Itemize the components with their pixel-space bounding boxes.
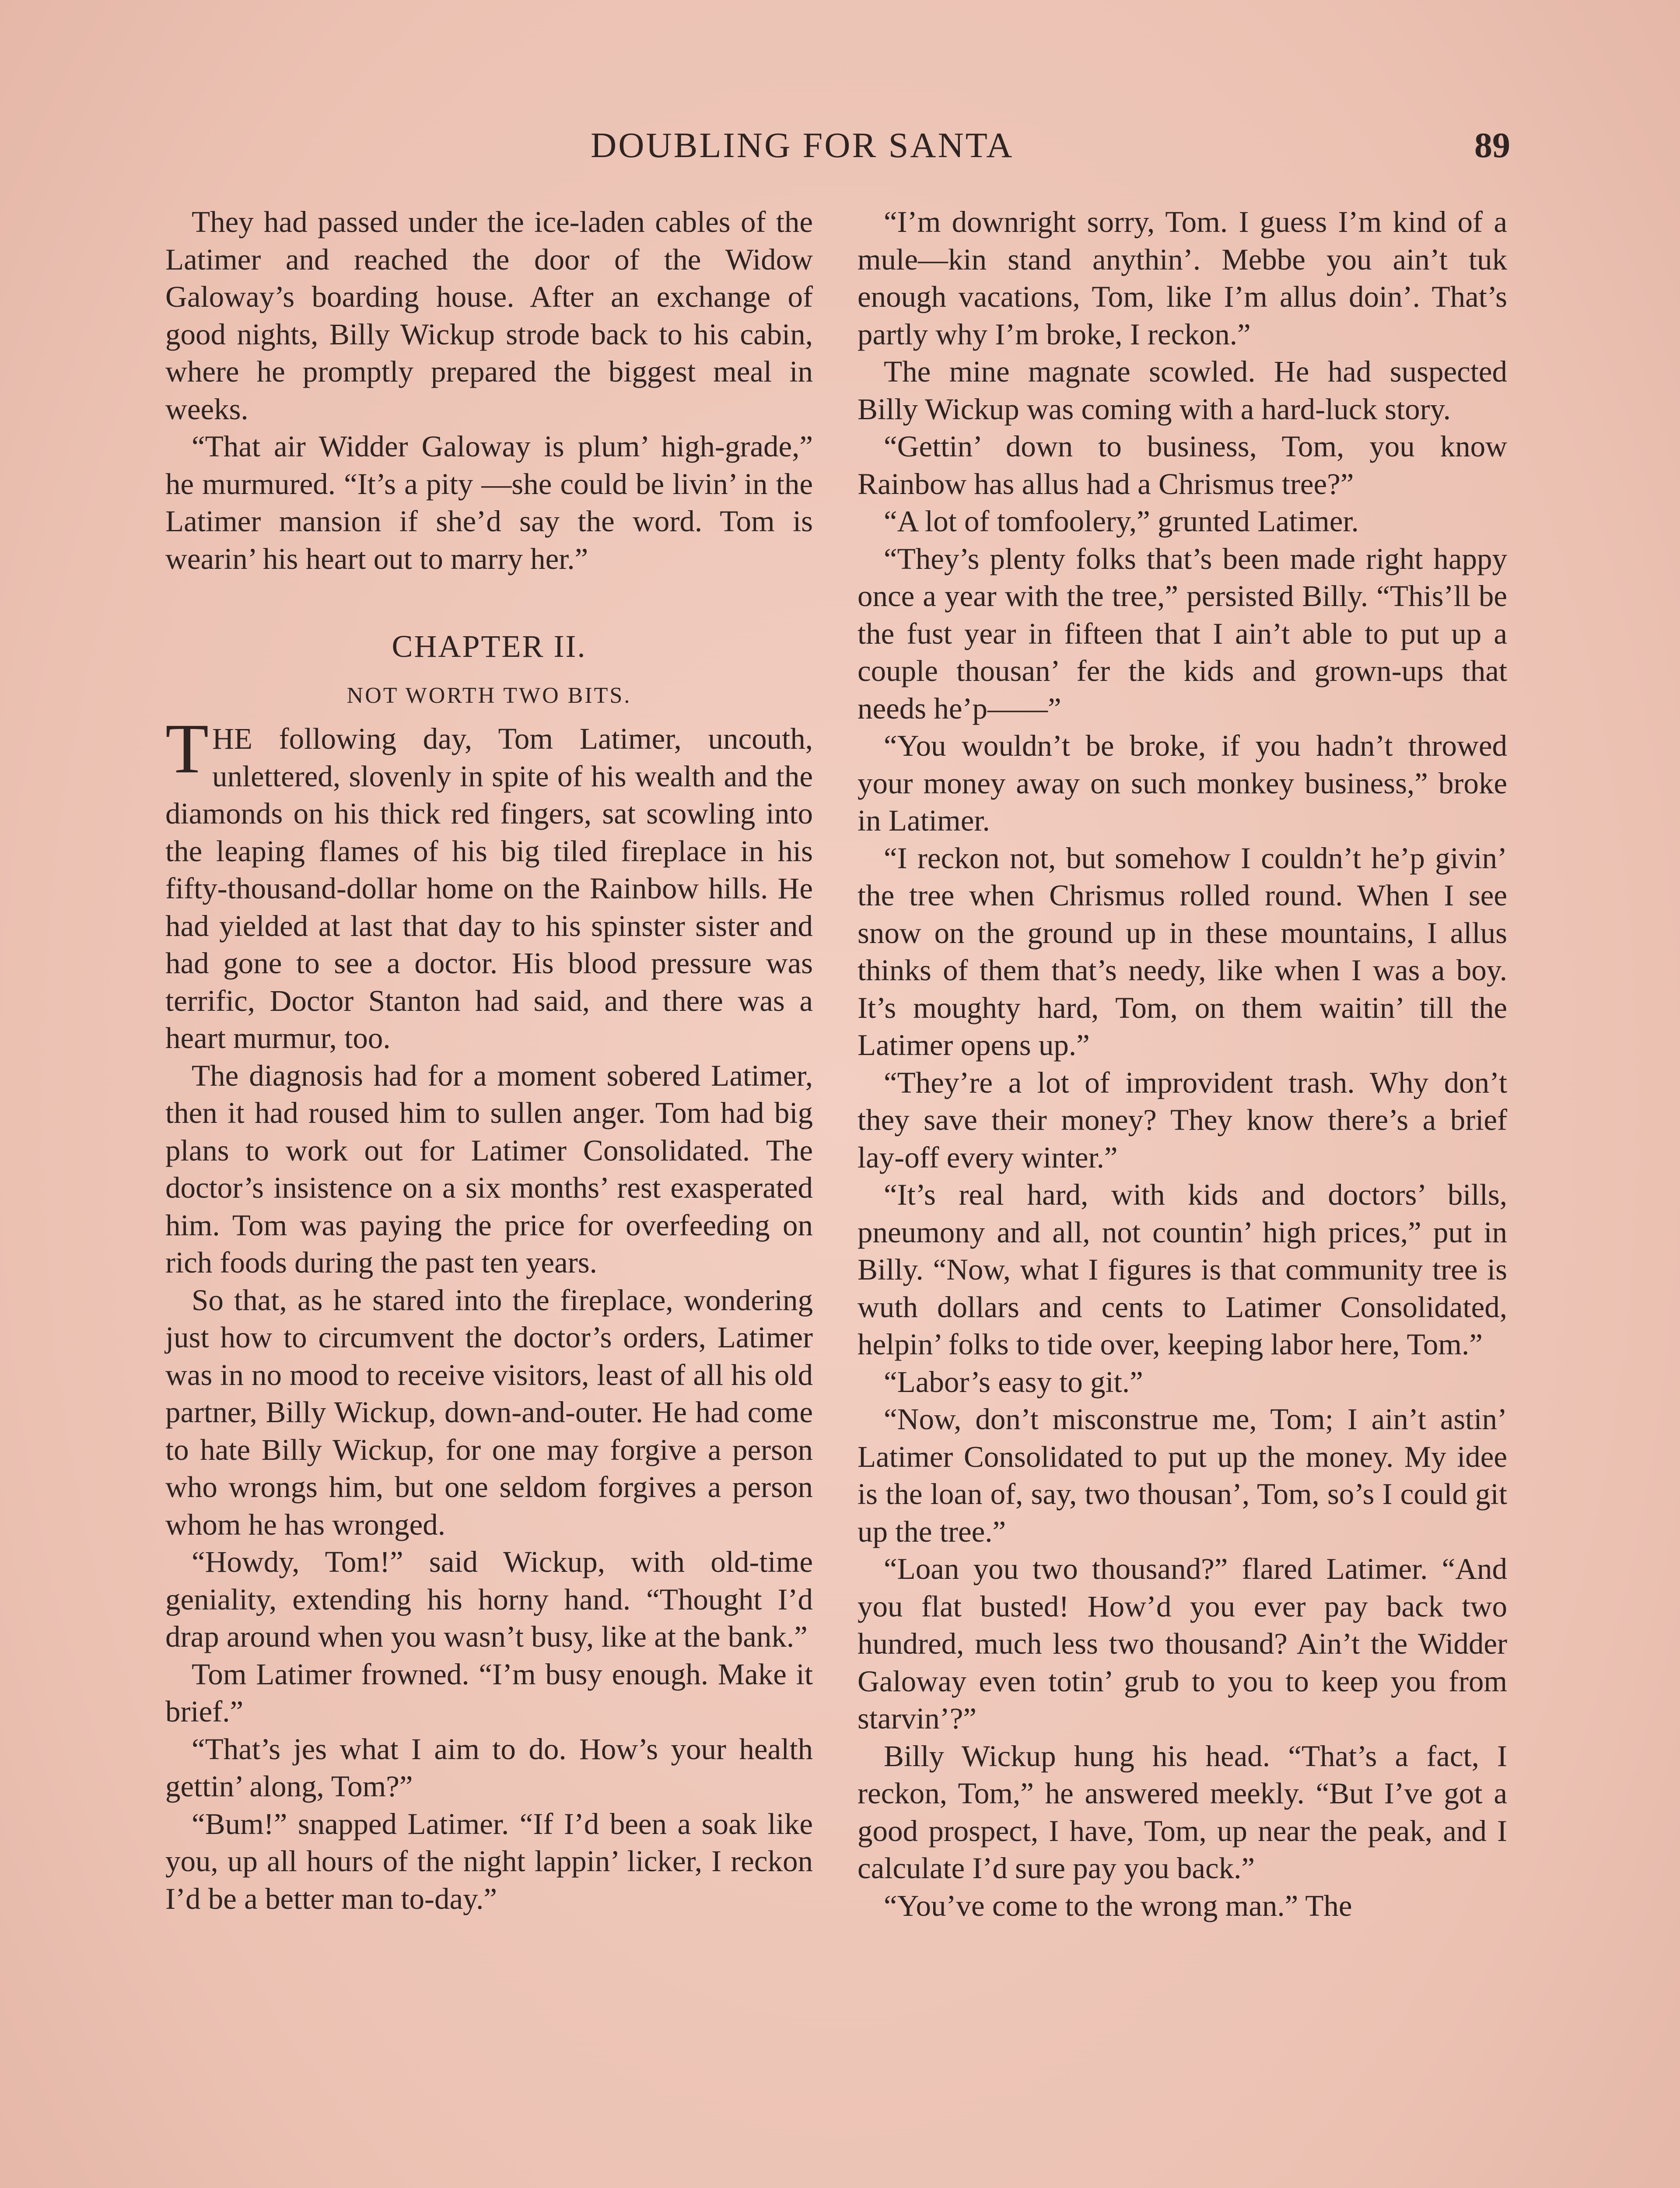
paragraph: “Labor’s easy to git.”	[884, 1365, 1143, 1399]
chapter-heading: CHAPTER II.	[392, 629, 587, 664]
paragraph: “They’s plenty folks that’s been made right happy once a year with the tree,” persisted Billy. “This’ll be the fust year in fifteen that I ain’t able to put up a couple thousan’ fer the kids and grown-ups that needs he’p——”	[858, 542, 1507, 725]
paragraph: Tom Latimer frowned. “I’m busy enough. Make it brief.”	[165, 1657, 813, 1728]
left-column	[165, 203, 813, 1918]
paragraph: “Gettin’ down to business, Tom, you know Rainbow has allus had a Chrismus tree?”	[858, 430, 1507, 501]
page-header	[0, 125, 1680, 173]
paragraph: The diagnosis had for a moment sobered Latimer, then it had roused him to sullen anger. Tom had big plans to work out for Latimer Consolidated. The doctor’s insistence on a six months’ rest exasperated him. Tom was paying the price for overfeeding on rich foods during the past ten years.	[165, 1059, 813, 1279]
chapter-subtitle: NOT WORTH TWO BITS.	[346, 683, 632, 708]
paragraph: “Bum!” snapped Latimer. “If I’d been a soak like you, up all hours of the night lappin’ licker, I reckon I’d be a better man to-day.”	[165, 1807, 813, 1915]
paragraph: “That’s jes what I aim to do. How’s your health gettin’ along, Tom?”	[165, 1732, 813, 1803]
running-title: DOUBLING FOR SANTA	[591, 125, 1014, 165]
page-number: 89	[1474, 125, 1510, 165]
paragraph: “I’m downright sorry, Tom. I guess I’m kind of a mule—kin stand anythin’. Mebbe you ain’t tuk enough vacations, Tom, like I’m allus doin’. That’s partly why I’m broke, I reckon.”	[858, 205, 1507, 351]
paragraph: “Loan you two thousand?” flared Latimer. “And you flat busted! How’d you ever pay back two hundred, much less two thousand? Ain’t the Widder Galoway even totin’ grub to you to keep you from starvin’?”	[858, 1552, 1507, 1735]
paragraph: Billy Wickup hung his head. “That’s a fact, I reckon, Tom,” he answered meekly. “But I’ve got a good prospect, I have, Tom, up near the peak, and I calculate I’d sure pay you back.”	[858, 1739, 1507, 1885]
paragraph: “You’ve come to the wrong man.” The	[884, 1889, 1352, 1922]
paragraph: “They’re a lot of improvident trash. Why don’t they save their money? They know there’s a brief lay-off every winter.”	[858, 1066, 1507, 1174]
paragraph: So that, as he stared into the fireplace, wondering just how to circumvent the doctor’s orders, Latimer was in no mood to receive visitors, least of all his old partner, Billy Wickup, down-and-outer. He had come to hate Billy Wickup, for one may forgive a person who wrongs him, but one seldom forgives a person whom he has wronged.	[165, 1283, 813, 1541]
chapter-opening-paragraph	[165, 710, 813, 1057]
paragraph: “I reckon not, but somehow I couldn’t he’p givin’ the tree when Chrismus rolled round. When I see snow on the ground up in these mountains, I allus thinks of them that’s needy, like when I was a boy. It’s moughty hard, Tom, on them waitin’ till the Latimer opens up.”	[858, 841, 1507, 1062]
paragraph: “That air Widder Galoway is plum’ high-grade,” he murmured. “It’s a pity —she could be livin’ in the Latimer mansion if she’d say the word. Tom is wearin’ his heart out to marry her.”	[165, 430, 813, 575]
paragraph: “Now, don’t misconstrue me, Tom; I ain’t astin’ Latimer Consolidated to put up the money. My idee is the loan of, say, two thousan’, Tom, so’s I could git up the tree.”	[858, 1403, 1507, 1548]
paragraph: “It’s real hard, with kids and doctors’ bills, pneumony and all, not countin’ high prices,” put in Billy. “Now, what I figures is that community tree is wuth dollars and cents to Latimer Consolidated, helpin’ folks to tide over, keeping labor here, Tom.”	[858, 1178, 1507, 1361]
paragraph: They had passed under the ice-laden cables of the Latimer and reached the door of the Widow Galoway’s boarding house. After an exchange of good nights, Billy Wickup strode back to his cabin, where he promptly prepared the biggest meal in weeks.	[165, 205, 813, 426]
paragraph: The mine magnate scowled. He had suspected Billy Wickup was coming with a hard-luck story.	[858, 355, 1507, 426]
paragraph: “You wouldn’t be broke, if you hadn’t throwed your money away on such monkey business,” broke in Latimer.	[858, 729, 1507, 837]
paragraph: “Howdy, Tom!” said Wickup, with old-time geniality, extending his horny hand. “Thought I’d drap around when you wasn’t busy, like at the bank.”	[165, 1545, 813, 1653]
opening-text: HE following day, Tom Latimer, uncouth, unlettered, slovenly in spite of his wealth and the diamonds on his thick red fingers, sat scowling into the leaping flames of his big tiled fireplace in his fifty-thousand-dollar home on the Rainbow hills. He had yielded at last that day to his spinster sister and had gone to see a doctor. His blood pressure was terrific, Doctor Stanton had said, and there was a heart murmur, too.	[165, 722, 813, 1055]
drop-cap: T	[165, 710, 209, 788]
right-column	[858, 203, 1507, 1925]
paragraph: “A lot of tomfoolery,” grunted Latimer.	[884, 505, 1359, 538]
